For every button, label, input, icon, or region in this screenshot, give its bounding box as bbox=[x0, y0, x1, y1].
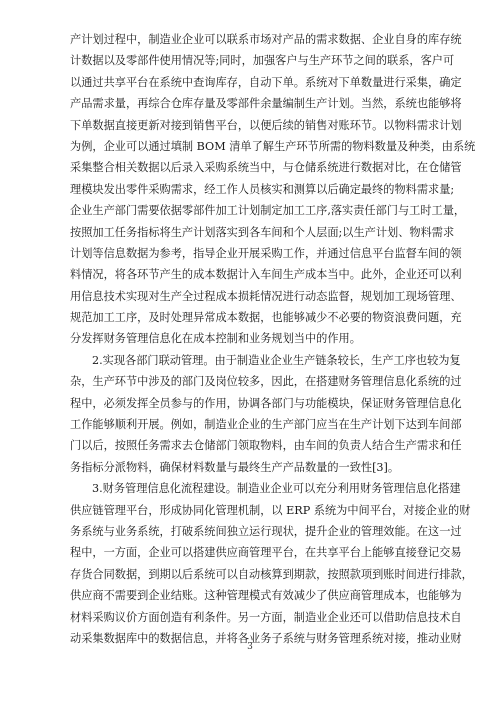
text-line: 为例，企业可以通过填制 BOM 清单了解生产环节所需的物料数量及种类，由系统 bbox=[70, 139, 476, 153]
paragraph-first-line: 2.实现各部门联动管理。由于制造业企业生产链条较长，生产工序也较为复 bbox=[92, 353, 461, 367]
text-line: 料情况，将各环节产生的成本数据计入车间生产成本当中。此外，企业还可以利 bbox=[70, 268, 462, 282]
text-line: 产品需求量，再综合仓库存量及零部件余量编制生产计划。当然，系统也能够将 bbox=[70, 97, 462, 111]
paragraph-first-line: 3.财务管理信息化流程建设。制造业企业可以充分利用财务管理信息化搭建 bbox=[92, 482, 461, 496]
text-line: 用信息技术实现对生产全过程成本损耗情况进行动态监督，规划加工现场管理、 bbox=[70, 289, 462, 303]
text-line: 按照加工任务指标将生产计划落实到各车间和个人层面;以生产计划、物料需求 bbox=[70, 225, 455, 239]
body-text bbox=[70, 29, 476, 649]
text-line: 企业生产部门需要依据零部件加工计划制定加工工序,落实责任部门与工时工量， bbox=[70, 204, 466, 218]
text-line: 务指标分派物料，确保材料数量与最终生产产品数量的一致性[3]。 bbox=[70, 460, 400, 474]
text-line: 工作能够顺利开展。例如，制造业企业的生产部门应当在生产计划下达到车间部 bbox=[70, 418, 462, 432]
text-line: 门以后，按照任务需求去仓储部门领取物料，由车间的负责人结合生产需求和任 bbox=[70, 439, 462, 453]
text-line: 采集整合相关数据以后录入采购系统当中，与仓储系统进行数据对比，在仓储管 bbox=[70, 161, 462, 175]
page-number: 3 bbox=[247, 642, 253, 652]
text-line: 杂，生产环节中涉及的部门及岗位较多，因此，在搭建财务管理信息化系统的过 bbox=[70, 375, 462, 389]
text-line: 理模块发出零件采购需求，经工作人员核实和测算以后确定最终的物料需求量; bbox=[70, 182, 455, 196]
text-line: 规范加工工序，及时处理异常成本数据，也能够减少不必要的物资浪费问题，充 bbox=[70, 311, 462, 325]
text-line: 材料采购议价方面创造有利条件。另一方面，制造业企业还可以借助信息技术自 bbox=[70, 610, 462, 624]
text-line: 计划等信息数据为参考，指导企业开展采购工作，并通过信息平台监督车间的领 bbox=[70, 246, 462, 260]
text-line: 供应商不需要到企业结账。这种管理模式有效减少了供应商管理成本，也能够为 bbox=[70, 589, 462, 603]
text-line: 程中，必须发挥全员参与的作用，协调各部门与功能模块，保证财务管理信息化 bbox=[70, 396, 462, 410]
text-line: 以通过共享平台在系统中查询库存，自动下单。系统对下单数量进行采集，确定 bbox=[70, 75, 462, 89]
text-line: 程中，一方面，企业可以搭建供应商管理平台，在共享平台上能够直接登记交易 bbox=[70, 546, 462, 560]
text-line: 产计划过程中，制造业企业可以联系市场对产品的需求数据、企业自身的库存统 bbox=[70, 33, 462, 46]
text-line: 计数据以及零部件使用情况等;同时，加强客户与生产环节之间的联系，客户可 bbox=[70, 54, 455, 68]
text-line: 供应链管理平台，形成协同化管理机制，以 ERP 系统为中间平台，对接企业的财 bbox=[70, 503, 471, 517]
text-line: 分发挥财务管理信息化在成本控制和业务规划当中的作用。 bbox=[70, 332, 361, 346]
text-line: 存货合同数据，到期以后系统可以自动核算到期款，按照款项到账时间进行排款， bbox=[70, 567, 473, 581]
text-line: 下单数据直接更新对接到销售平台，以便后续的销售对账环节。以物料需求计划 bbox=[70, 118, 462, 132]
text-line: 动采集数据库中的数据信息，并将各业务子系统与财务管理系统对接，推动业财 bbox=[70, 631, 462, 645]
text-line: 务系统与业务系统，打破系统间独立运行现状，提升企业的管理效能。在这一过 bbox=[70, 524, 462, 538]
